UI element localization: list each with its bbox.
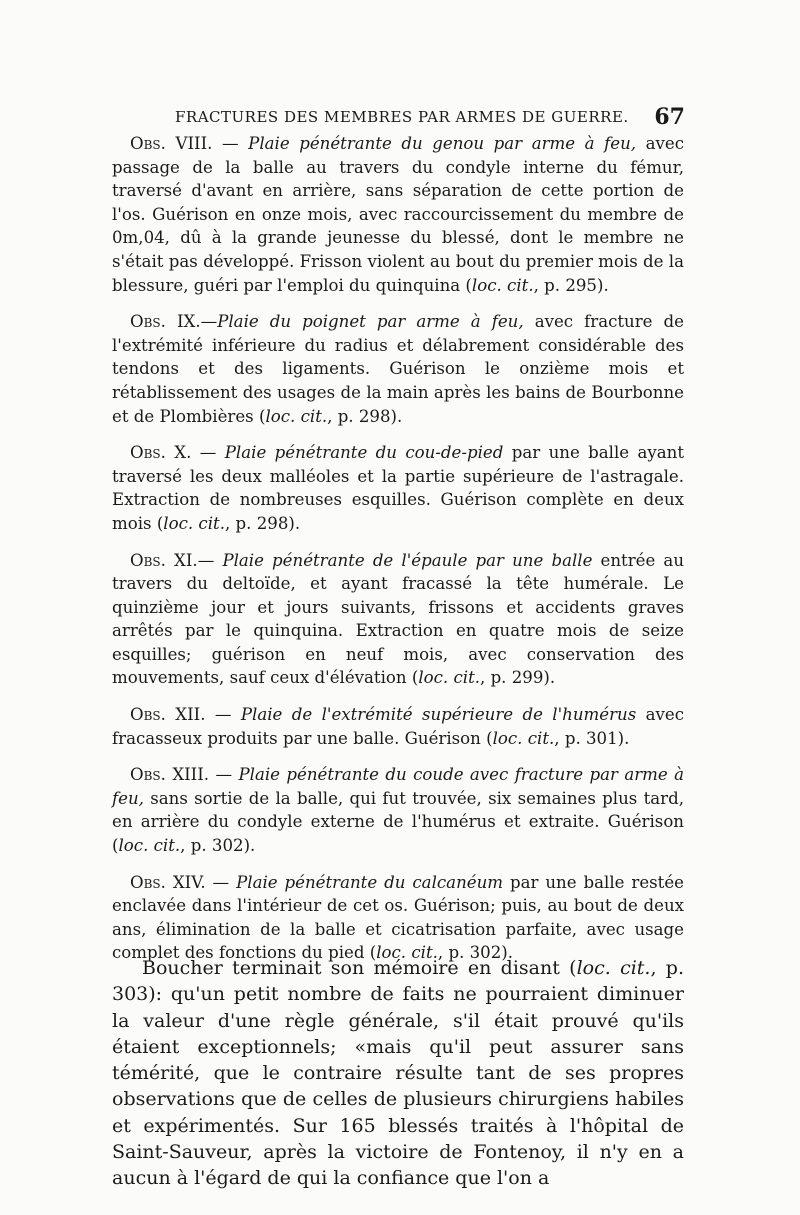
- observation-text: avec fracture de l'extrémité inférieure du radius et délabrement considérable des tendons et des ligaments. Guérison le onzième mois et rétablissement des usages de la main après les bains de Bourbonne et de Plombières (: [112, 312, 684, 426]
- citation-reference: loc. cit.: [576, 957, 651, 979]
- observation-paragraph: [112, 703, 684, 750]
- closing-text-start: Boucher terminait son mémoire en disant (: [142, 957, 577, 979]
- observation-text: par une balle ayant traversé les deux malléoles et la partie supérieure de l'astragale. Extraction de nombreuses esquilles. Guérison complète en deux mois (: [112, 443, 684, 533]
- observation-text: avec passage de la balle au travers du condyle interne du fémur, traversé d'avant en arrière, sans séparation de cette portion de l'os. Guérison en onze mois, avec raccourcissement du membre de 0m,04, dû à la grande jeunesse du blessé, dont le membre ne s'était pas développé. Frisson violent au bout du premier mois de la blessure, guéri par l'emploi du quinquina (: [112, 134, 684, 295]
- observation-title: Plaie pénétrante du coude avec fracture par arme à feu,: [112, 765, 684, 808]
- observation-paragraph: [112, 549, 684, 691]
- citation-reference: loc. cit.: [163, 513, 225, 533]
- observation-text: avec fracasseux produits par une balle. Guérison (: [112, 705, 685, 748]
- observation-title: Plaie pénétrante du cou-de-pied: [224, 443, 504, 463]
- observation-paragraph: [112, 441, 684, 535]
- observation-citation: , p. 302).: [437, 943, 514, 963]
- observation-title: Plaie pénétrante du calcanéum: [236, 872, 503, 892]
- observation-label: Obs. X. —: [130, 443, 217, 463]
- observation-text: sans sortie de la balle, qui fut trouvée, six semaines plus tard, en arrière du condyle externe de l'humérus et extraite. Guérison (: [112, 788, 684, 856]
- observation-citation: , p. 298).: [224, 513, 301, 533]
- page-number: 67: [654, 104, 685, 130]
- citation-reference: loc. cit.: [418, 668, 481, 688]
- citation-reference: loc. cit.: [118, 836, 181, 856]
- observation-paragraph: [112, 132, 684, 297]
- page-header: [175, 104, 685, 134]
- observation-citation: , p. 298).: [327, 406, 403, 426]
- observation-citation: , p. 302).: [180, 836, 256, 856]
- observation-label: Obs. XIII. —: [130, 765, 233, 785]
- closing-section: [112, 955, 684, 1192]
- observation-title: Plaie de l'extrémité supérieure de l'humérus: [240, 705, 637, 725]
- observation-label: Obs. XIV. —: [130, 872, 230, 892]
- citation-reference: loc. cit.: [376, 943, 438, 963]
- observation-text: entrée au travers du deltoïde, et ayant fracassé la tête humérale. Le quinzième jour et jours suivants, frissons et accidents graves arrêtés par le quinquina. Extraction en quatre mois de seize esquilles; guérison en neuf mois, avec conservation des mouvements, sauf ceux d'élévation (: [112, 550, 685, 688]
- observation-citation: , p. 299).: [480, 668, 556, 688]
- observation-label: Obs. VIII. —: [130, 134, 239, 153]
- closing-paragraph: [112, 955, 684, 1192]
- citation-reference: loc. cit.: [265, 406, 328, 426]
- running-title: FRACTURES DES MEMBRES PAR ARMES DE GUERRE.: [175, 108, 629, 126]
- observation-citation: , p. 301).: [554, 728, 630, 748]
- observation-paragraph: [112, 310, 684, 428]
- observations-list: [112, 132, 684, 978]
- observation-title: Plaie pénétrante de l'épaule par une balle: [222, 550, 593, 570]
- observation-paragraph: [112, 763, 684, 857]
- observation-label: Obs. IX.—: [130, 312, 218, 332]
- closing-text: , p. 303): qu'un petit nombre de faits ne pourraient diminuer la valeur d'une règle générale, s'il était prouvé qu'ils étaient exceptionnels; «mais qu'il peut assurer sans témérité, que le contraire résulte tant de ses propres observations que de celles de plusieurs chirurgiens habiles et expérimentés. Sur 165 blessés traités à l'hôpital de Saint-Sauveur, après la victoire de Fontenoy, il n'y en a aucun à l'égard de qui la confiance que l'on a: [112, 957, 685, 1190]
- observation-title: Plaie pénétrante du genou par arme à feu,: [248, 134, 637, 153]
- observation-text: par une balle restée enclavée dans l'intérieur de cet os. Guérison; puis, au bout de deux ans, élimination de la balle et cicatrisation parfaite, avec usage complet des fonctions du pied (: [112, 872, 684, 963]
- citation-reference: loc. cit.: [471, 275, 534, 295]
- observation-label: Obs. XII. —: [130, 705, 232, 725]
- observation-paragraph: [112, 871, 684, 965]
- observation-label: Obs. XI.—: [130, 550, 215, 570]
- observation-citation: , p. 295).: [533, 275, 609, 295]
- citation-reference: loc. cit.: [492, 728, 555, 748]
- observation-title: Plaie du poignet par arme à feu,: [217, 312, 524, 332]
